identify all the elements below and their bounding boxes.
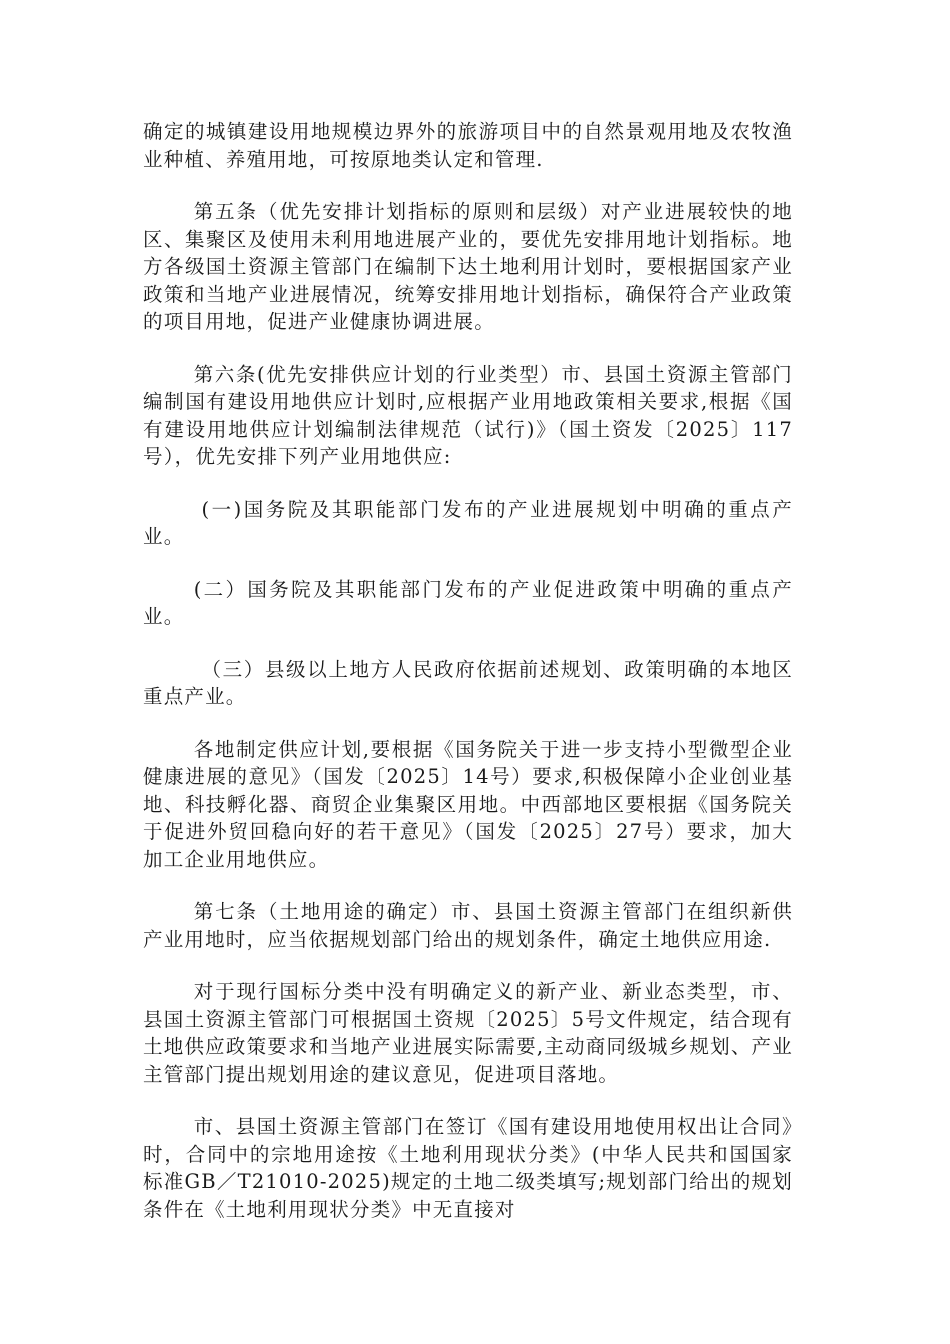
paragraph-continuation: 确定的城镇建设用地规模边界外的旅游项目中的自然景观用地及农牧渔业种植、养殖用地，可按原地类认定和管理. [143,120,793,171]
paragraph-supply-plan: 各地制定供应计划,要根据《国务院关于进一步支持小型微型企业健康进展的意见》（国发〔2025〕14号）要求,积极保障小企业创业基地、科技孵化器、商贸企业集聚区用地。中西部地区要根据《国务院关于促进外贸回稳向好的若干意见》（国发〔2025〕27号）要求，加大加工企业用地供应。 [143,737,793,871]
paragraph-article-6: 第六条(优先安排供应计划的行业类型）市、县国土资源主管部门编制国有建设用地供应计划时,应根据产业用地政策相关要求,根据《国有建设用地供应计划编制法律规范（试行)》（国土资发〔2025〕117号），优先安排下列产业用地供应: [143,362,793,468]
document-body [143,118,793,1248]
paragraph-article-7: 第七条（土地用途的确定）市、县国土资源主管部门在组织新供产业用地时，应当依据规划部门给出的规划条件，确定土地供应用途. [143,900,793,951]
paragraph-item-3: （三）县级以上地方人民政府依据前述规划、政策明确的本地区重点产业。 [143,657,793,708]
paragraph-article-5: 第五条（优先安排计划指标的原则和层级）对产业进展较快的地区、集聚区及使用未利用地进展产业的，要优先安排用地计划指标。地方各级国土资源主管部门在编制下达土地利用计划时，要根据国家产业政策和当地产业进展情况，统筹安排用地计划指标，确保符合产业政策的项目用地，促进产业健康协调进展。 [143,200,793,333]
paragraph-contract-usage: 市、县国土资源主管部门在签订《国有建设用地使用权出让合同》时，合同中的宗地用途按《土地利用现状分类》(中华人民共和国国家标准GB／T21010-2025)规定的土地二级类填写;规划部门给出的规划条件在《土地利用现状分类》中无直接对 [143,1115,793,1221]
paragraph-item-1: (一)国务院及其职能部门发布的产业进展规划中明确的重点产业。 [143,497,793,548]
paragraph-new-industry: 对于现行国标分类中没有明确定义的新产业、新业态类型，市、县国土资源主管部门可根据国土资规〔2025〕5号文件规定，结合现有土地供应政策要求和当地产业进展实际需要,主动商同级城乡规划、产业主管部门提出规划用途的建议意见，促进项目落地。 [143,980,793,1086]
paragraph-item-2: (二）国务院及其职能部门发布的产业促进政策中明确的重点产业。 [143,577,793,628]
